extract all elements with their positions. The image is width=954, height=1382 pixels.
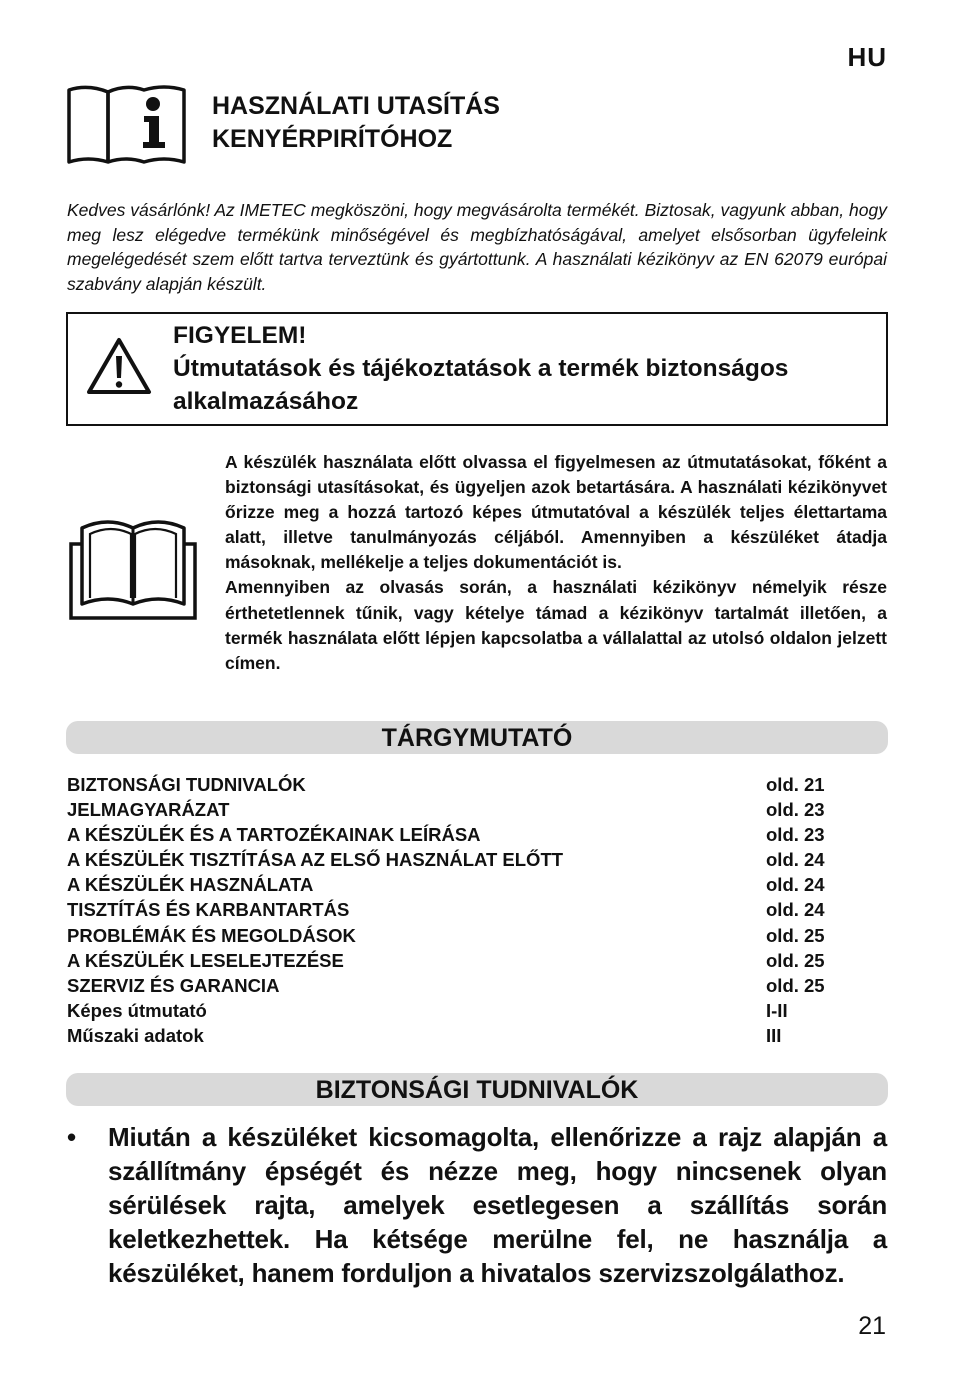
toc-entry-title: A KÉSZÜLÉK LESELEJTEZÉSE — [67, 949, 344, 971]
toc-entry[interactable] — [67, 1023, 867, 1048]
toc-entry-title: A KÉSZÜLÉK TISZTÍTÁSA AZ ELSŐ HASZNÁLAT ELŐTT — [67, 849, 564, 871]
page-number: 21 — [858, 1312, 886, 1340]
toc-entry-page: III — [766, 1024, 782, 1046]
toc-entry[interactable] — [67, 923, 867, 948]
toc-entry-title: SZERVIZ ÉS GARANCIA — [67, 974, 280, 996]
toc-entry[interactable] — [67, 797, 867, 822]
document-title-line1: HASZNÁLATI UTASÍTÁS — [212, 92, 500, 120]
document-title — [212, 90, 500, 156]
toc-entry-title: PROBLÉMÁK ÉS MEGOLDÁSOK — [67, 924, 356, 946]
toc-entry-page: old. 25 — [766, 949, 825, 971]
toc-entry-title: TISZTÍTÁS ÉS KARBANTARTÁS — [67, 899, 350, 921]
warning-subheading-line1: Útmutatások és tájékoztatások a termék biztonságos — [173, 355, 789, 382]
warning-heading: FIGYELEM! — [173, 322, 307, 349]
toc-entry-page: old. 24 — [766, 899, 825, 921]
intro-paragraph: Kedves vásárlónk! Az IMETEC megköszöni, hogy megvásárolta termékét. Biztosak, vagyunk abban, hogy meg lesz elégedve termékünk minőségével és megbízhatóságával, amelyet elsősorban ügyfeleink megelégedését szem előtt tartva terveztünk és gyártottunk. A használati kézikönyv az EN 62079 európai szabvány alapján készült. — [67, 200, 887, 294]
language-code: HU — [847, 42, 887, 72]
safety-heading: BIZTONSÁGI TUDNIVALÓK — [66, 1073, 888, 1106]
warning-text — [173, 319, 788, 418]
open-book-icon — [68, 518, 198, 622]
toc-entry-page: old. 24 — [766, 874, 825, 896]
toc-entry-page: I-II — [766, 999, 788, 1021]
safety-bullet-text: Miután a készüléket kicsomagolta, ellenőrizze a rajz alapján a szállítmány épségét és nézze meg, hogy nincsenek olyan sérülések rajta, amelyek esetlegesen a szállítás során keletkezhettek. Ha kétsége merülne fel, ne használja a készüléket, hanem forduljon a hivatalos szervizszolgálathoz. — [108, 1122, 887, 1288]
toc-entry-page: old. 23 — [766, 799, 825, 821]
table-of-contents — [67, 772, 867, 1048]
toc-entry[interactable] — [67, 973, 867, 998]
toc-entry-title: Képes útmutató — [67, 999, 207, 1021]
toc-entry[interactable] — [67, 998, 867, 1023]
toc-entry-title: Műszaki adatok — [67, 1024, 204, 1046]
toc-entry-title: BIZTONSÁGI TUDNIVALÓK — [67, 774, 306, 795]
warning-subheading-line2: alkalmazásához — [173, 388, 359, 415]
toc-entry-page: old. 25 — [766, 974, 825, 996]
warning-triangle-icon — [86, 336, 152, 396]
read-notice — [225, 450, 887, 676]
bullet-marker: • — [67, 1122, 77, 1152]
read-notice-paragraph-2: Amennyiben az olvasás során, a használati kézikönyv némelyik része érthetetlennek tűnik, vagy kételye támad a kézikönyv tartalmát illetően, a termék használata előtt lépjen kapcsolatba a vállalattal az utolsó oldalon jelzett címen. — [225, 577, 887, 673]
toc-entry-title: A KÉSZÜLÉK ÉS A TARTOZÉKAINAK LEÍRÁSA — [67, 824, 481, 846]
toc-entry-title: A KÉSZÜLÉK HASZNÁLATA — [67, 874, 314, 896]
toc-entry-page: old. 25 — [766, 924, 825, 946]
toc-entry[interactable] — [67, 872, 867, 897]
toc-entry-page: old. 23 — [766, 824, 825, 846]
toc-entry[interactable] — [67, 772, 867, 797]
manual-info-icon — [66, 82, 188, 168]
toc-entry[interactable] — [67, 948, 867, 973]
read-notice-paragraph-1: A készülék használata előtt olvassa el figyelmesen az útmutatásokat, főként a biztonsági utasításokat, és ügyeljen azok betartására. A használati kézikönyvet őrizze meg a hozzá tartozó képes útmutatóval a készülék teljes élettartama alatt, illetve tanulmányozás céljából. Amennyiben a készüléket átadja másoknak, mellékelje a teljes dokumentációt is. — [225, 452, 887, 573]
toc-heading: TÁRGYMUTATÓ — [66, 721, 888, 754]
toc-entry[interactable] — [67, 897, 867, 922]
toc-entry[interactable] — [67, 822, 867, 847]
toc-entry-title: JELMAGYARÁZAT — [67, 799, 230, 821]
document-title-line2: KENYÉRPIRÍTÓHOZ — [212, 125, 453, 153]
warning-box — [66, 312, 888, 426]
toc-entry-page: old. 24 — [766, 849, 825, 871]
toc-entry[interactable] — [67, 847, 867, 872]
toc-entry-page: old. 21 — [766, 774, 825, 795]
safety-bullet-item — [67, 1120, 887, 1290]
